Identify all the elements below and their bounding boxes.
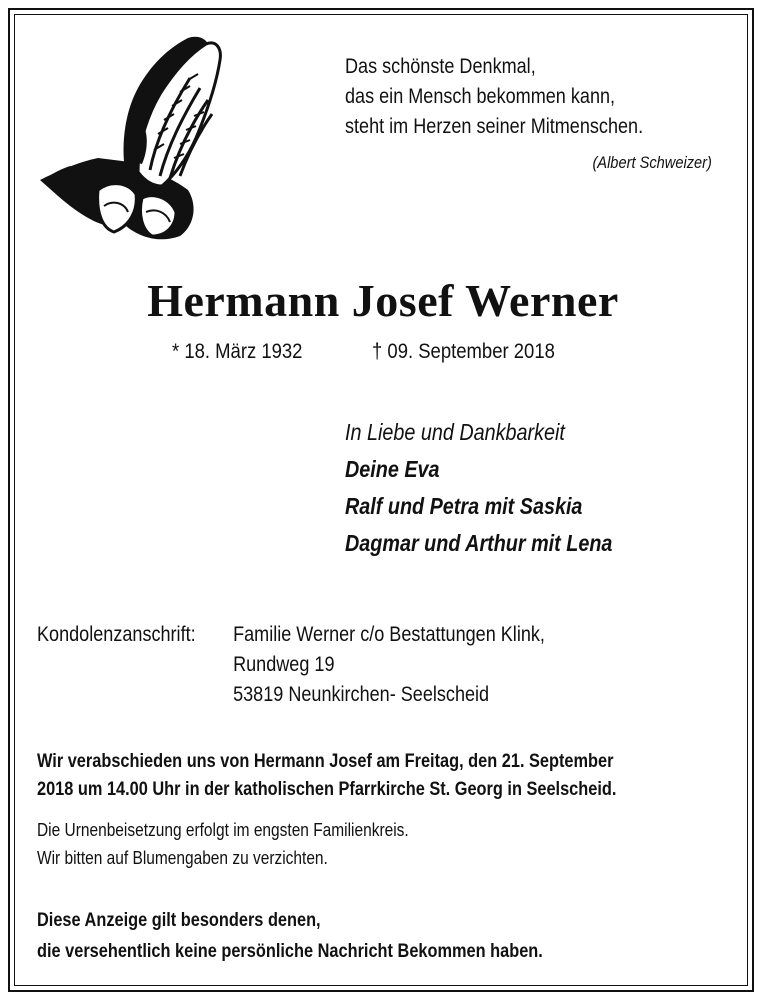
note-line: Wir bitten auf Blumengaben zu verzichten. (37, 848, 328, 868)
service-line: Wir verabschieden uns von Hermann Josef am Freitag, den 21. September (37, 751, 614, 772)
condolence-line: Rundweg 19 (233, 653, 335, 676)
birth-date: * 18. März 1932 (172, 340, 303, 363)
deceased-name: Hermann Josef Werner (147, 275, 619, 326)
quote-block (345, 52, 672, 142)
quote-author: (Albert Schweizer) (592, 153, 712, 172)
praying-hands-icon (38, 30, 228, 254)
quote-line: das ein Mensch bekommen kann, (345, 85, 616, 108)
closing-notice (37, 905, 543, 967)
burial-notes (37, 816, 409, 872)
death-date: † 09. September 2018 (372, 340, 555, 363)
note-line: Die Urnenbeisetzung erfolgt im engsten Familienkreis. (37, 820, 409, 840)
mourner-name: Dagmar und Arthur mit Lena (345, 530, 613, 556)
condolence-line: Familie Werner c/o Bestattungen Klink, (233, 623, 545, 646)
quote-line: steht im Herzen seiner Mitmenschen. (345, 115, 644, 138)
mourners-block (345, 414, 612, 562)
condolence-address (37, 620, 545, 710)
notice-line: Diese Anzeige gilt besonders denen, (37, 910, 321, 931)
service-info (37, 748, 616, 804)
service-line: 2018 um 14.00 Uhr in der katholischen Pfarrkirche St. Georg in Seelscheid. (37, 779, 617, 800)
quote-line: Das schönste Denkmal, (345, 55, 536, 78)
mourner-name: Deine Eva (345, 456, 440, 482)
mourner-name: Ralf und Petra mit Saskia (345, 493, 583, 519)
mourners-intro: In Liebe und Dankbarkeit (345, 419, 565, 445)
condolence-line: 53819 Neunkirchen- Seelscheid (233, 683, 490, 706)
condolence-label: Kondolenzanschrift: (37, 623, 196, 646)
notice-line: die versehentlich keine persönliche Nachricht Bekommen haben. (37, 941, 543, 962)
